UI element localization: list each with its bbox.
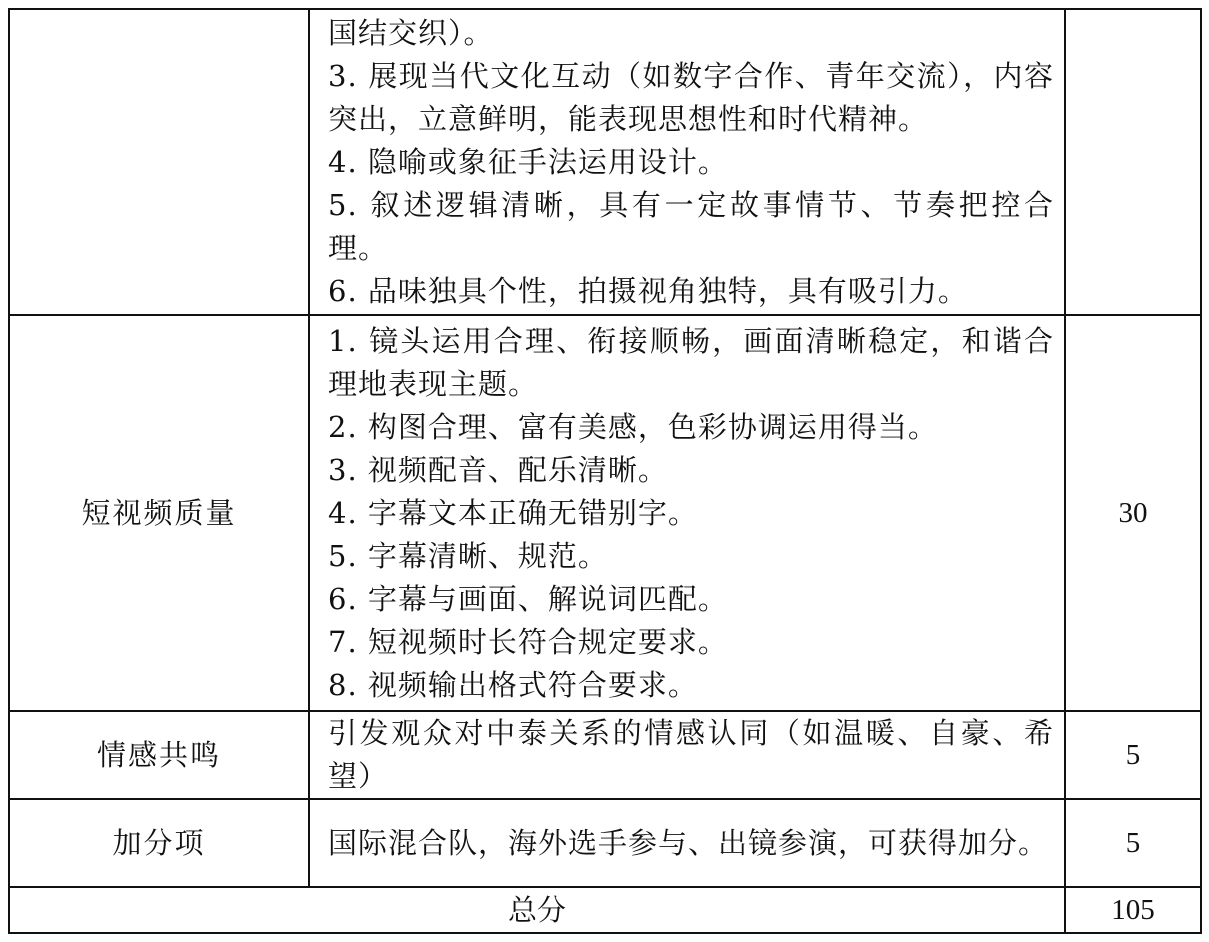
criteria-line: 5. 字幕清晰、规范。 [328,538,608,573]
item-cell [9,9,309,315]
criteria-line: 3. 展现当代文化互动（如数字合作、青年交流），内容突出，立意鲜明，能表现思想性和时代精神。 [328,58,1054,136]
criteria-cell [309,315,1065,711]
criteria-line: 国际混合队，海外选手参与、出镜参演，可获得加分。 [328,825,1049,860]
criteria-cell [309,9,1065,315]
table-row [9,711,1201,799]
total-row [9,887,1201,933]
criteria-line: 2. 构图合理、富有美感，色彩协调运用得当。 [328,409,938,444]
item-cell: 短视频质量 [9,315,309,711]
score-cell: 30 [1065,315,1201,711]
total-score: 105 [1065,887,1201,933]
criteria-line: 3. 视频配音、配乐清晰。 [328,452,668,487]
scoring-table [8,8,1202,934]
score-cell [1065,9,1201,315]
total-label: 总分 [9,887,1065,933]
criteria-line: 6. 字幕与画面、解说词匹配。 [328,581,728,616]
criteria-cell [309,799,1065,887]
criteria-line: 引发观众对中泰关系的情感认同（如温暖、自豪、希望） [328,716,1054,793]
criteria-line: 4. 隐喻或象征手法运用设计。 [328,144,728,179]
table-row [9,799,1201,887]
score-cell: 5 [1065,799,1201,887]
item-cell: 情感共鸣 [9,711,309,799]
criteria-line: 4. 字幕文本正确无错别字。 [328,495,698,530]
criteria-line: 1. 镜头运用合理、衔接顺畅，画面清晰稳定，和谐合理地表现主题。 [328,323,1054,401]
criteria-cell [309,711,1065,799]
criteria-line: 国结交织）。 [328,15,494,50]
score-cell: 5 [1065,711,1201,799]
criteria-line: 6. 品味独具个性，拍摄视角独特，具有吸引力。 [328,273,968,308]
criteria-line: 7. 短视频时长符合规定要求。 [328,624,728,659]
criteria-line: 8. 视频输出格式符合要求。 [328,667,698,702]
criteria-line: 5. 叙述逻辑清晰，具有一定故事情节、节奏把控合理。 [328,187,1054,265]
table-row [9,315,1201,711]
item-cell: 加分项 [9,799,309,887]
table-row [9,9,1201,315]
